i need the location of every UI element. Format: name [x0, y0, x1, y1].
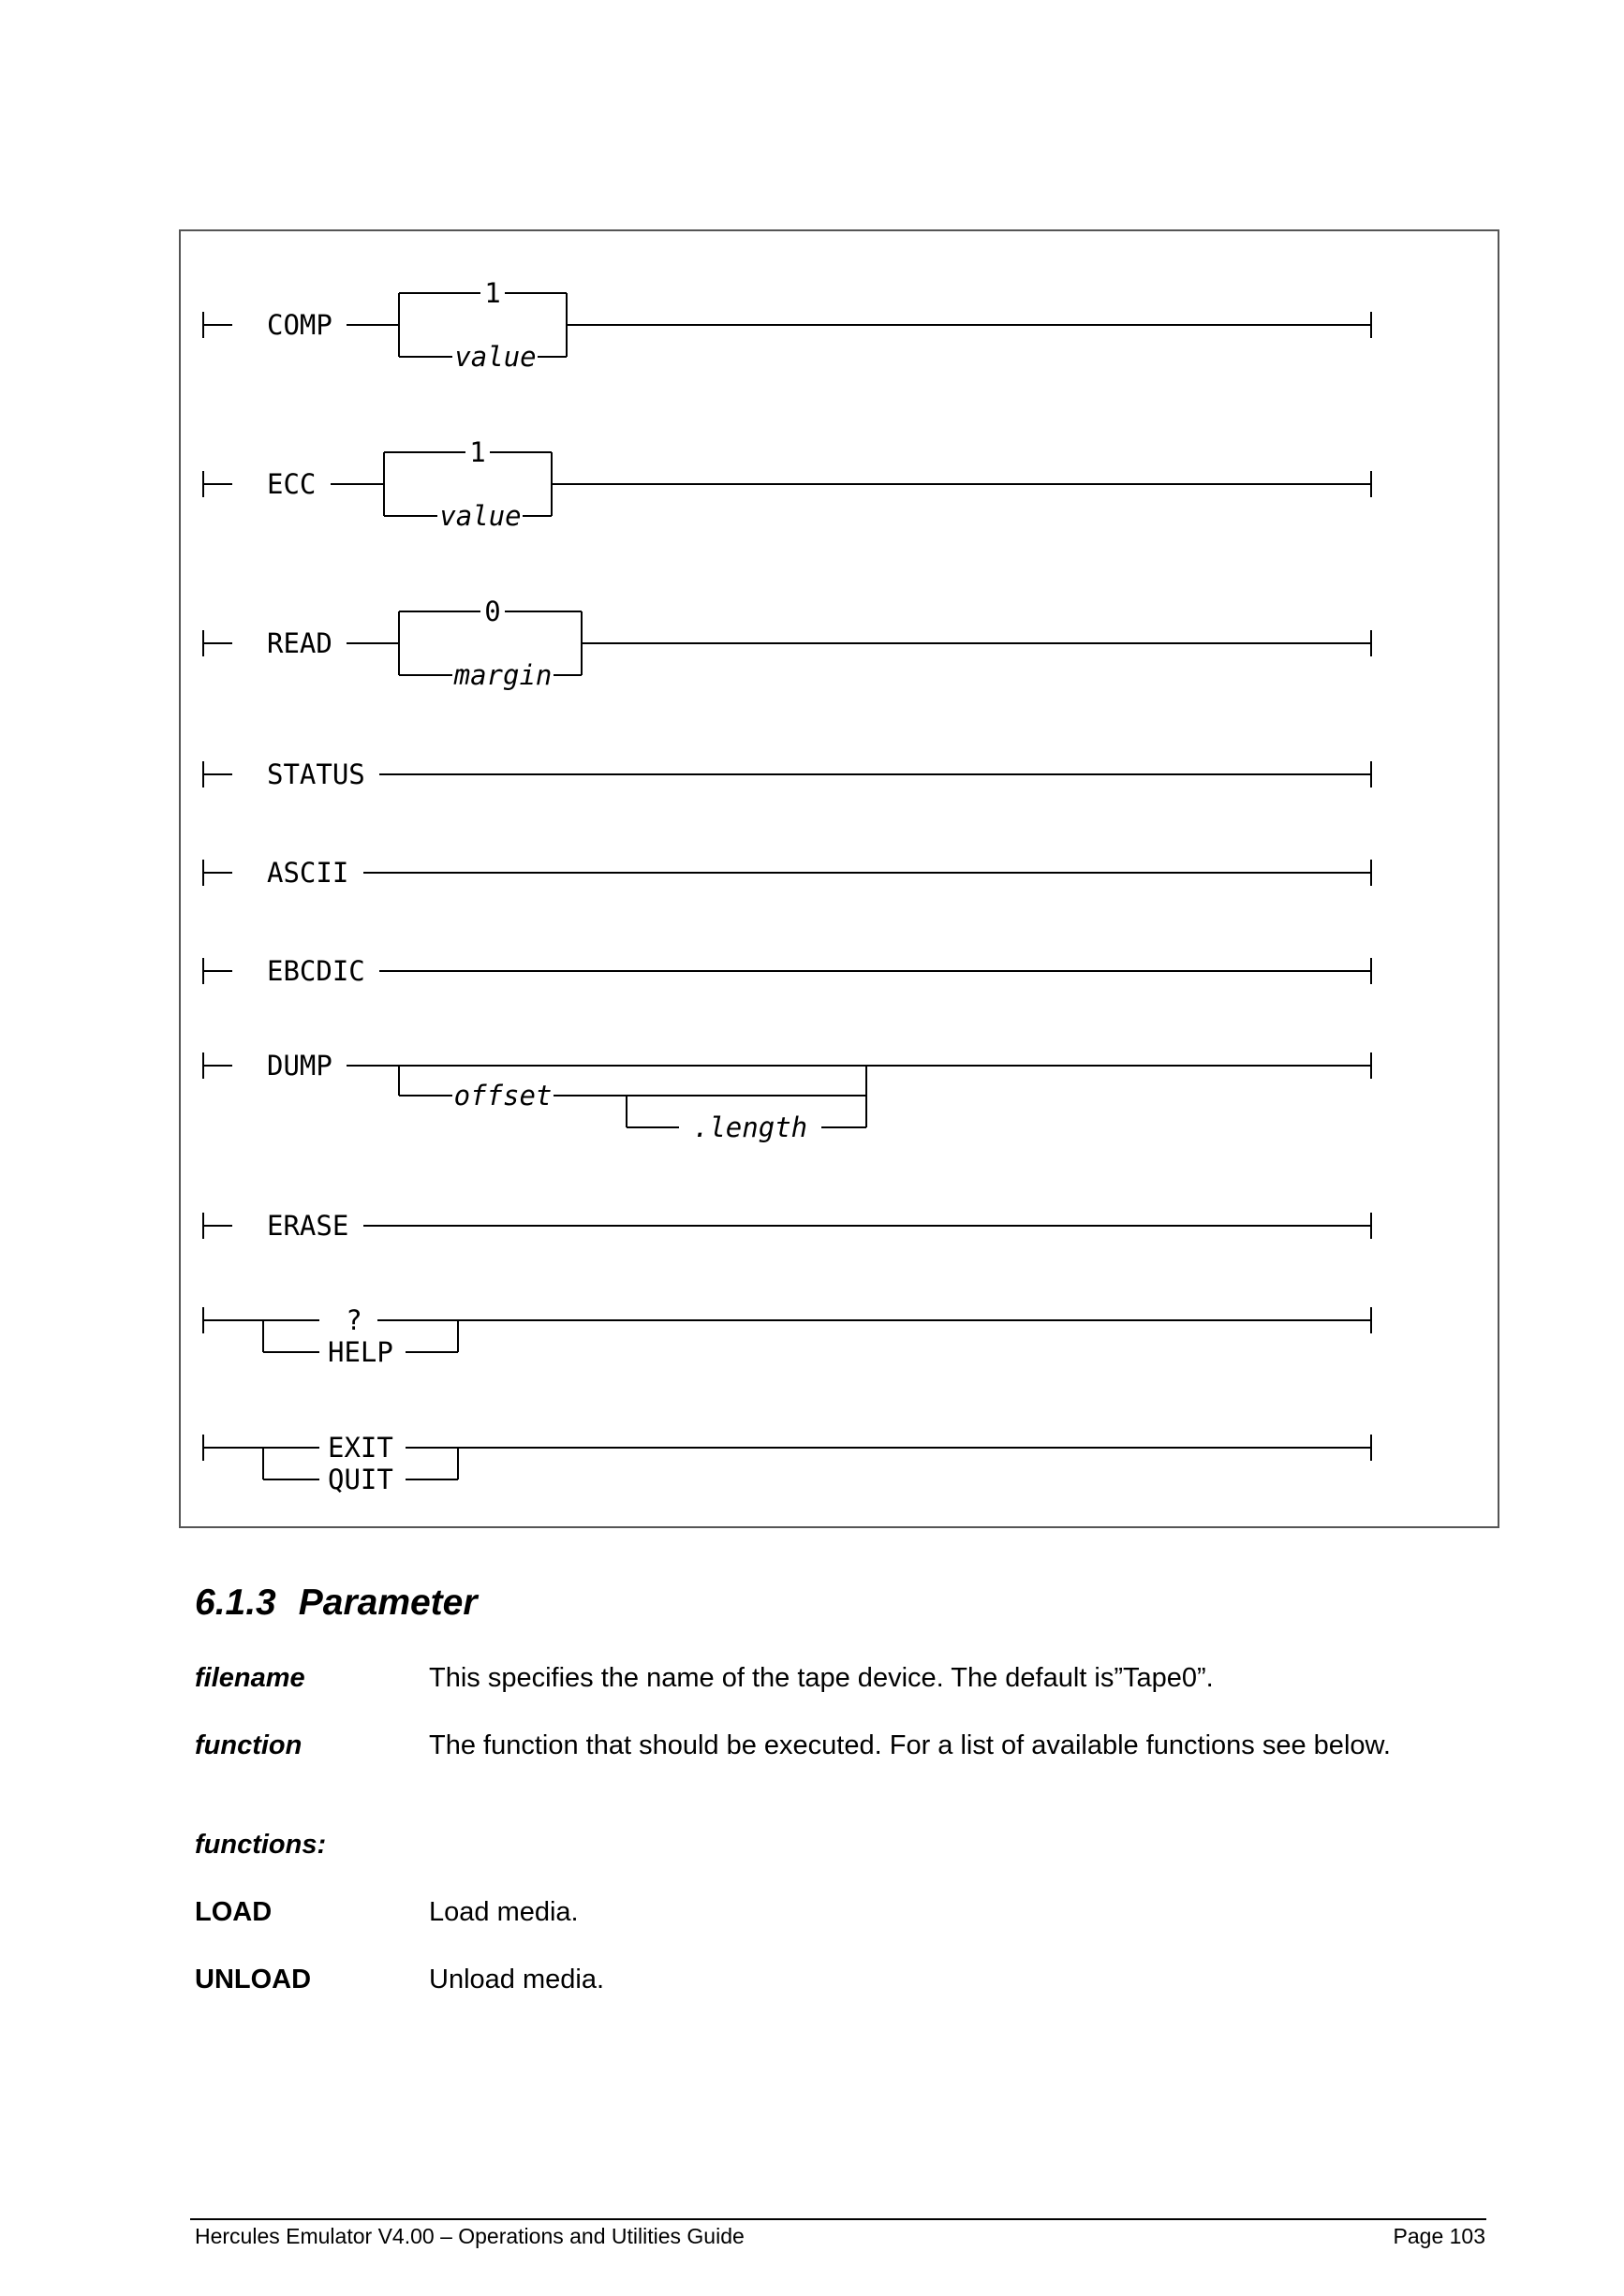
keyword-comp: COMP — [267, 309, 332, 341]
section-title: Parameter — [298, 1582, 478, 1623]
function-term: LOAD — [195, 1897, 273, 1927]
keyword-quit: QUIT — [328, 1464, 393, 1495]
functions-label: functions: — [195, 1830, 327, 1860]
keyword-read: READ — [267, 627, 332, 659]
param-offset: offset — [453, 1080, 553, 1111]
function-description: Load media. — [429, 1897, 579, 1927]
param-description: The function that should be executed. For a list of available functions see below. — [429, 1730, 1391, 1760]
syntax-diagram — [179, 229, 1499, 1528]
param-length: .length — [692, 1111, 808, 1143]
function-term: UNLOAD — [195, 1965, 312, 1994]
section-number: 6.1.3 — [195, 1582, 276, 1623]
default-ecc: 1 — [469, 436, 486, 468]
syntax-row-dump — [203, 1050, 1371, 1143]
keyword-exit: EXIT — [328, 1432, 393, 1464]
param-term: function — [195, 1730, 303, 1760]
syntax-row-status — [203, 758, 1371, 790]
syntax-row-comp — [203, 277, 1371, 373]
keyword-ebcdic: EBCDIC — [267, 955, 365, 987]
page-number: Page 103 — [1393, 2224, 1485, 2248]
syntax-row-erase — [203, 1210, 1371, 1242]
footer-title: Hercules Emulator V4.00 – Operations and Utilities Guide — [195, 2224, 745, 2248]
param-value: value — [454, 341, 537, 373]
function-description: Unload media. — [429, 1965, 604, 1994]
section-heading — [195, 1582, 478, 1624]
keyword-erase: ERASE — [267, 1210, 349, 1242]
syntax-row-ascii — [203, 857, 1371, 889]
footer-divider — [190, 2218, 1486, 2220]
keyword-dump: DUMP — [267, 1050, 332, 1082]
keyword-status: STATUS — [267, 758, 365, 790]
syntax-row-exit — [203, 1432, 1371, 1495]
syntax-row-ecc — [203, 436, 1371, 532]
keyword-help: HELP — [328, 1336, 393, 1368]
syntax-row-ebcdic — [203, 955, 1371, 987]
syntax-row-help — [203, 1304, 1371, 1368]
keyword-ascii: ASCII — [267, 857, 349, 889]
param-margin: margin — [453, 659, 553, 691]
param-term: filename — [195, 1663, 305, 1693]
syntax-row-read — [203, 596, 1371, 691]
default-read: 0 — [484, 596, 501, 627]
default-comp: 1 — [484, 277, 501, 309]
keyword-ecc: ECC — [267, 468, 317, 500]
keyword-question: ? — [346, 1304, 362, 1336]
param-description: This specifies the name of the tape device. The default is”Tape0”. — [429, 1663, 1214, 1693]
param-value: value — [439, 500, 522, 532]
